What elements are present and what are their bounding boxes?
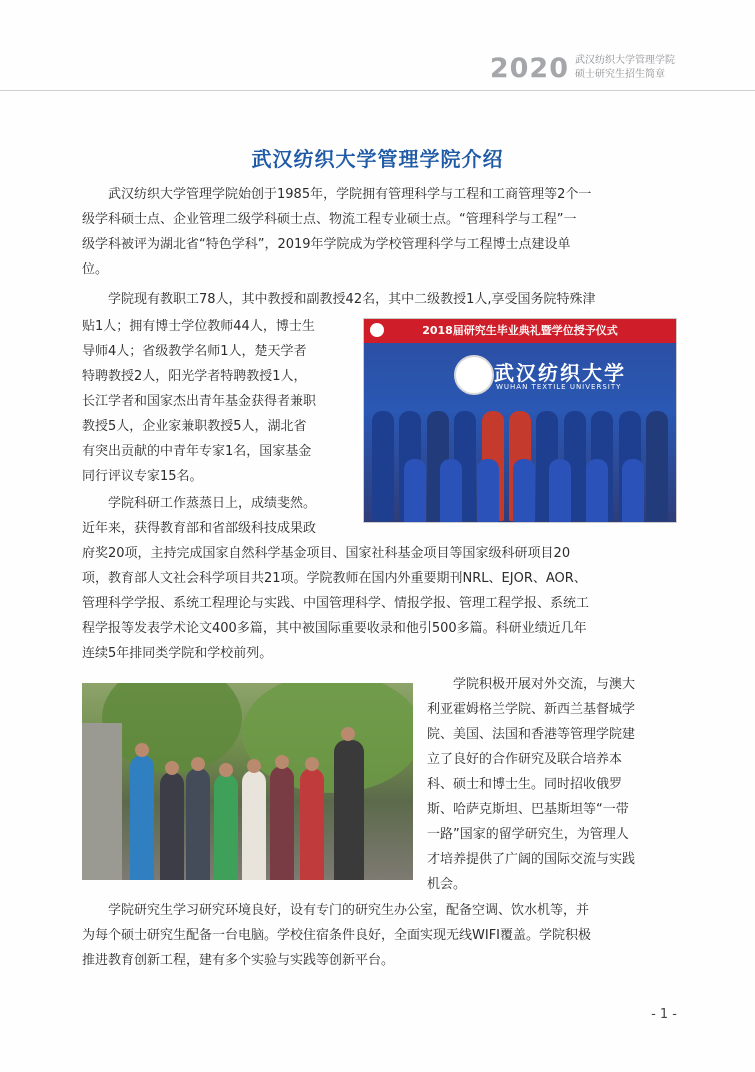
university-wordmark-en: WUHAN TEXTILE UNIVERSITY [496, 383, 622, 391]
text-line: 贴1人；拥有博士学位教师44人，博士生 [82, 319, 315, 334]
paragraph-faculty [82, 314, 316, 489]
university-emblem-icon [454, 355, 494, 395]
text-line: 才培养提供了广阔的国际交流与实践 [427, 852, 636, 867]
page-number: - 1 - [651, 1007, 677, 1022]
header-year: 2020 [489, 52, 569, 84]
text-line: 长江学者和国家杰出青年基金获得者兼职 [82, 394, 317, 409]
text-line: 院、美国、法国和香港等管理学院建 [427, 727, 636, 742]
text-line: 学院科研工作蒸蒸日上，成绩斐然。 [108, 496, 317, 511]
header-text [575, 54, 675, 82]
university-wordmark: 武汉纺织大学 [494, 361, 626, 385]
text-line: 项，教育部人文社会科学项目共21项。学院教师在国内外重要期刊NRL、EJOR、AOR、 [82, 571, 587, 586]
text-line: 连续5年排同类学院和学校前列。 [82, 646, 273, 661]
text-line: 程学报等发表学术论文400多篇，其中被国际重要收录和他引500多篇。科研业绩近几年 [82, 621, 587, 636]
text-line: 近年来，获得教育部和省部级科技成果政 [82, 521, 317, 536]
text-line: 斯、哈萨克斯坦、巴基斯坦等“一带 [427, 802, 629, 817]
header-subtitle: 硕士研究生招生简章 [575, 69, 665, 80]
text-line: 同行评议专家15名。 [82, 469, 203, 484]
group-photo [82, 683, 413, 880]
text-line: 府奖20项，主持完成国家自然科学基金项目、国家社科基金项目等国家级科研项目20 [82, 546, 571, 561]
text-line: 武汉纺织大学管理学院始创于1985年，学院拥有管理科学与工程和工商管理等2个一 [108, 187, 592, 202]
text-line: 管理科学学报、系统工程理论与实践、中国管理科学、情报学报、管理工程学报、系统工 [82, 596, 590, 611]
paragraph-research [82, 541, 589, 666]
university-logo-icon [370, 323, 384, 337]
text-line: 教授5人，企业家兼职教授5人，湖北省 [82, 419, 307, 434]
text-line: 一路”国家的留学研究生，为管理人 [427, 827, 629, 842]
header-school: 武汉纺织大学管理学院 [575, 55, 675, 66]
text-line: 推进教育创新工程，建有多个实验与实践等创新平台。 [82, 953, 395, 968]
text-line: 学院积极开展对外交流，与澳大 [453, 677, 636, 692]
text-line: 学院研究生学习研究环境良好，设有专门的研究生办公室，配备空调、饮水机等，并 [108, 903, 590, 918]
paragraph-history [82, 182, 591, 282]
graduates-front-row [404, 459, 644, 523]
text-line: 位。 [82, 262, 109, 277]
ceremony-banner: 2018届研究生毕业典礼暨学位授予仪式 [364, 319, 676, 343]
text-line: 导师4人；省级教学名师1人，楚天学者 [82, 344, 307, 359]
paragraph-research-start [108, 491, 316, 516]
graduation-photo [363, 318, 677, 523]
page-title: 武汉纺织大学管理学院介绍 [251, 147, 504, 171]
text-line: 特聘教授2人，阳光学者特聘教授1人， [82, 369, 307, 384]
text-line: 级学科被评为湖北省“特色学科”，2019年学院成为学校管理科学与工程博士点建设单 [82, 237, 571, 252]
text-line: 机会。 [427, 877, 467, 892]
paragraph-exchange [427, 697, 635, 897]
text-line: 利亚霍姆格兰学院、新西兰基督城学 [427, 702, 636, 717]
text-line: 有突出贡献的中青年专家1名，国家基金 [82, 444, 312, 459]
text-line: 学院现有教职工78人，其中教授和副教授42名，其中二级教授1人,享受国务院特殊津 [108, 292, 596, 307]
text-line: 级学科硕士点、企业管理二级学科硕士点、物流工程专业硕士点。“管理科学与工程”一 [82, 212, 577, 227]
text-line: 为每个硕士研究生配备一台电脑。学校住宿条件良好，全面实现无线WIFI覆盖。学院积极 [82, 928, 592, 943]
paragraph-environment [82, 898, 591, 973]
text-line: 立了良好的合作研究及联合培养本 [427, 752, 623, 767]
page-header [490, 54, 675, 82]
header-divider [0, 90, 755, 91]
text-line: 科、硕士和博士生。同时招收俄罗 [427, 777, 623, 792]
